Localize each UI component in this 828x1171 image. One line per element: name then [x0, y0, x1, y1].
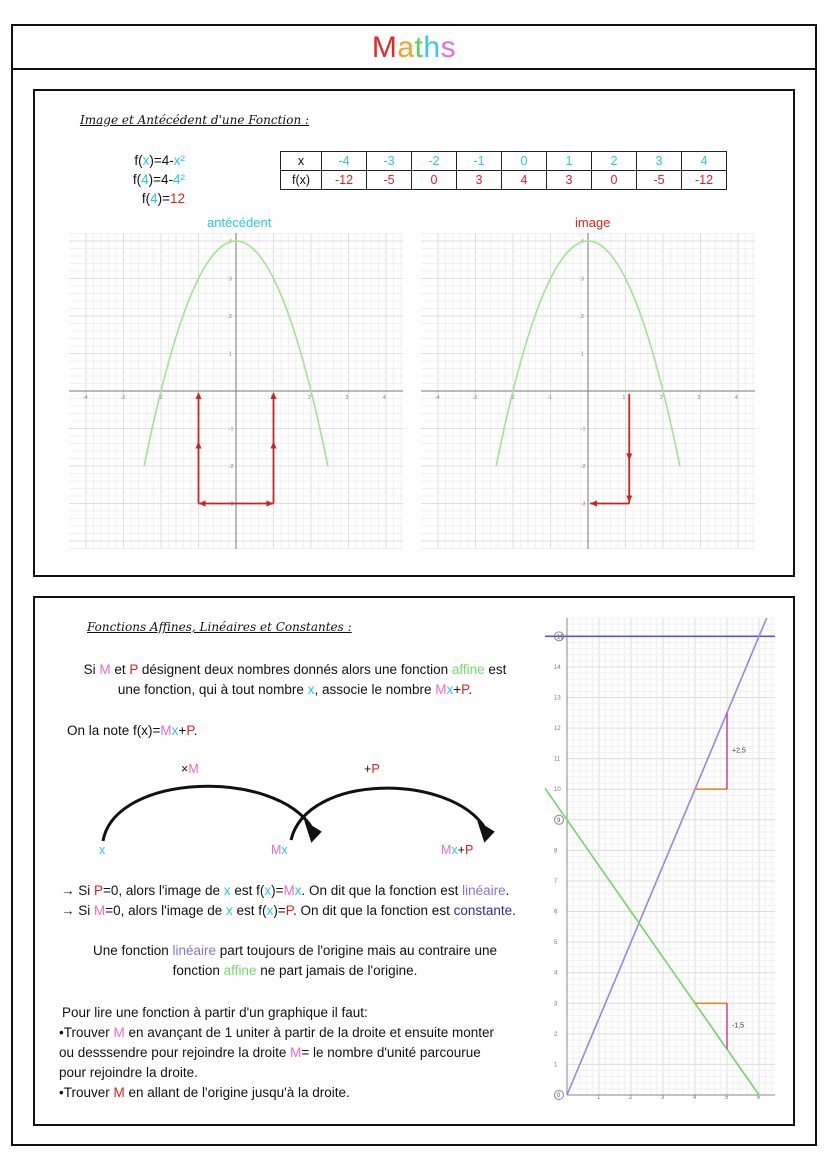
- table-cell: -1: [457, 152, 502, 171]
- text-run: x: [142, 153, 150, 168]
- y-tick-label: 4: [229, 239, 232, 245]
- x-tick-label: -3: [472, 395, 477, 401]
- y-tick-label: 8: [554, 848, 558, 855]
- table-cell: -5: [637, 171, 682, 190]
- y-tick-label: 13: [554, 695, 561, 702]
- table-cell: 4: [682, 152, 727, 171]
- case-lineaire: [61, 881, 516, 901]
- x-tick-label: 2: [629, 1095, 633, 1101]
- text-run: .: [468, 682, 473, 697]
- title-bar: [11, 24, 817, 70]
- slope-annotation-down: -1,5: [732, 1022, 745, 1030]
- y-tick-label: -1: [229, 426, 234, 433]
- y-tick-label: -1: [581, 426, 586, 433]
- x-tick-label: -2: [510, 395, 515, 401]
- text-run: ou desssendre pour rejoindre la droite: [59, 1045, 291, 1060]
- method-line-3: [59, 1043, 494, 1063]
- case-constante: [61, 901, 516, 921]
- text-run: pour rejoindre la droite.: [59, 1065, 198, 1080]
- table-cell: 0: [502, 152, 547, 171]
- x-tick-label: 1: [622, 395, 626, 401]
- text-run: est: [484, 662, 507, 677]
- text-run: x: [99, 843, 106, 857]
- node-mx-plus-p: [441, 843, 473, 857]
- table-header-cell: x: [281, 152, 322, 171]
- formula-line-2: [105, 170, 185, 189]
- text-run: désignent deux nombres donnés alors une fonction: [138, 662, 452, 677]
- text-run: )=4-: [149, 153, 174, 168]
- text-run: P: [94, 883, 104, 898]
- formula-line-3: [105, 189, 185, 208]
- x-tick-label: 4: [735, 395, 738, 401]
- origin-line-1: [45, 941, 545, 961]
- text-run: +: [457, 843, 465, 857]
- text-run: linéaire: [462, 883, 506, 898]
- y-tick-label: 1: [229, 351, 232, 358]
- y-tick-label: 2: [229, 314, 232, 320]
- y-tick-label: -3: [581, 501, 586, 508]
- x-tick-label: 3: [661, 1095, 665, 1101]
- text-run: 4: [150, 191, 158, 206]
- circled-label-text: 0: [557, 1093, 561, 1099]
- text-run: •Trouver: [59, 1025, 114, 1040]
- antecedent-label: antécédent: [207, 215, 272, 230]
- circled-label-text: 15: [557, 634, 564, 641]
- title-letter: h: [423, 31, 441, 64]
- y-tick-label: 2: [581, 314, 584, 320]
- table-header-cell: f(x): [281, 171, 322, 190]
- table-cell: 0: [412, 171, 457, 190]
- table-cell: 3: [457, 171, 502, 190]
- text-run: x: [226, 903, 233, 918]
- table-cell: 4: [502, 171, 547, 190]
- x-tick-label: 2: [308, 395, 311, 401]
- text-run: ne part jamais de l'origine.: [256, 963, 418, 978]
- x-tick-label: 6: [757, 1095, 761, 1101]
- y-tick-label: -3: [229, 501, 234, 508]
- x-tick-label: -3: [120, 395, 125, 401]
- text-run: M: [441, 843, 452, 857]
- text-run: . On dit que la fonction est: [301, 883, 463, 898]
- y-tick-label: 3: [581, 276, 584, 283]
- x-tick-label: 4: [693, 1095, 697, 1101]
- y-tick-label: 3: [229, 276, 232, 283]
- text-run: Pour lire une fonction à partir d'un graphique il faut:: [62, 1005, 368, 1020]
- table-cell: 3: [637, 152, 682, 171]
- table-cell: 1: [547, 152, 592, 171]
- method-line-2: [59, 1023, 494, 1043]
- text-run: M: [113, 1085, 125, 1100]
- title-letter: a: [397, 31, 415, 64]
- text-run: P: [461, 682, 469, 697]
- x-tick-label: -2: [158, 395, 163, 401]
- circled-label-text: 9: [557, 817, 561, 824]
- text-run: Une fonction: [92, 943, 173, 958]
- y-tick-label: 2: [554, 1031, 558, 1038]
- x-tick-label: 1: [597, 1095, 601, 1101]
- text-run: P: [129, 662, 139, 677]
- x-tick-label: 3: [345, 395, 349, 401]
- table-cell: -5: [367, 171, 412, 190]
- table-cell: -12: [682, 171, 727, 190]
- text-run: f(: [132, 172, 142, 187]
- origin-paragraph: [45, 941, 545, 981]
- origin-line-2: [45, 961, 545, 981]
- text-run: f(: [134, 153, 143, 168]
- y-tick-label: 5: [554, 940, 558, 947]
- node-mx: [271, 843, 288, 857]
- values-table: [280, 151, 727, 190]
- text-run: x: [266, 903, 274, 918]
- text-run: x²: [173, 153, 185, 168]
- text-run: une fonction, qui à tout nombre: [117, 682, 308, 697]
- text-run: P: [371, 762, 380, 776]
- image-antecedent-section: [33, 89, 795, 577]
- y-tick-label: 1: [554, 1062, 558, 1069]
- section2-title: Fonctions Affines, Linéaires et Constantes :: [87, 620, 352, 634]
- page-title: [372, 31, 456, 64]
- table-cell: 3: [547, 171, 592, 190]
- text-run: .: [193, 723, 198, 738]
- text-run: = le nombre d'unité parcourue: [301, 1045, 481, 1060]
- x-tick-label: 5: [725, 1095, 729, 1101]
- arc-arrow-1: [103, 786, 312, 841]
- text-run: .: [512, 903, 516, 918]
- antecedent-graph: [69, 231, 403, 549]
- x-tick-label: -4: [83, 395, 88, 401]
- text-run: +: [364, 762, 372, 776]
- text-run: en allant de l'origine jusqu'à la droite.: [124, 1085, 350, 1100]
- text-run: x: [294, 883, 302, 898]
- y-tick-label: -2: [581, 464, 586, 470]
- x-tick-label: 3: [697, 395, 701, 401]
- x-tick-label: -4: [435, 395, 440, 401]
- table-cell: -2: [412, 152, 457, 171]
- table-row: [281, 152, 727, 171]
- title-letter: t: [414, 31, 424, 64]
- title-letter: M: [371, 31, 398, 64]
- parabola-graphs: [69, 231, 767, 557]
- y-tick-label: 6: [554, 909, 558, 916]
- text-run: ×: [181, 762, 189, 776]
- notation-line: [67, 721, 197, 741]
- text-run: +: [178, 723, 187, 738]
- x-tick-label: 2: [660, 395, 663, 401]
- text-run: )=: [271, 883, 284, 898]
- method-line-5: [59, 1083, 494, 1103]
- table-cell: -3: [367, 152, 412, 171]
- table-cell: 0: [592, 171, 637, 190]
- formula-line-1: [105, 151, 185, 170]
- x-tick-label: 4: [383, 395, 386, 401]
- method-line-1: [59, 1003, 494, 1023]
- y-tick-label: -2: [229, 464, 234, 470]
- slope-annotation-up: +2,5: [732, 747, 746, 755]
- text-run: )=4-: [148, 172, 173, 187]
- image-graph: [421, 233, 755, 549]
- y-tick-label: 12: [554, 726, 561, 733]
- text-run: affine: [451, 662, 485, 677]
- text-run: )=: [157, 191, 170, 206]
- method-line-4: [59, 1063, 494, 1083]
- x-tick-label: -1: [547, 395, 552, 401]
- table-cell: -12: [322, 171, 367, 190]
- text-run: M: [99, 662, 111, 677]
- text-run: M: [435, 682, 447, 697]
- text-run: x: [451, 843, 458, 857]
- text-run: est f(: [232, 903, 267, 918]
- affine-graph: [545, 613, 780, 1103]
- text-run: x: [264, 883, 272, 898]
- title-letter: s: [440, 31, 457, 64]
- affine-functions-section: [33, 596, 795, 1126]
- node-x: [99, 843, 105, 857]
- text-run: M: [290, 1045, 302, 1060]
- text-run: 12: [169, 191, 185, 206]
- formula-block: [105, 151, 185, 208]
- text-run: P: [186, 723, 194, 738]
- table-cell: -4: [322, 152, 367, 171]
- y-tick-label: 1: [581, 351, 584, 358]
- y-tick-label: 4: [581, 239, 584, 245]
- text-run: P: [285, 903, 293, 918]
- text-run: M: [188, 762, 199, 776]
- y-tick-label: 7: [554, 878, 558, 885]
- text-run: linéaire: [172, 943, 217, 958]
- text-run: M: [113, 1025, 125, 1040]
- text-run: en avançant de 1 uniter à partir de la droite et ensuite monter: [124, 1025, 494, 1040]
- text-run: M: [94, 903, 106, 918]
- text-run: +: [453, 682, 462, 697]
- y-tick-label: 14: [554, 664, 561, 671]
- text-run: P: [464, 843, 474, 857]
- text-run: M: [271, 843, 282, 857]
- text-run: → Si: [61, 883, 95, 898]
- text-run: part toujours de l'origine mais au contraire une: [216, 943, 498, 958]
- text-run: x: [171, 723, 179, 738]
- text-run: , associe le nombre: [314, 682, 436, 697]
- text-run: •Trouver: [59, 1085, 114, 1100]
- text-run: f(: [141, 191, 151, 206]
- text-run: x: [281, 843, 288, 857]
- text-run: est f(: [230, 883, 265, 898]
- y-tick-label: 4: [554, 970, 558, 977]
- text-run: fonction: [172, 963, 224, 978]
- table-row: [281, 171, 727, 190]
- text-run: On la note f(x)=: [67, 723, 161, 738]
- reading-method-paragraph: [59, 1003, 494, 1103]
- text-run: M: [283, 883, 295, 898]
- definition-line-1: [45, 660, 545, 680]
- text-run: M: [160, 723, 172, 738]
- definition-line-2: [45, 680, 545, 700]
- text-run: 4: [141, 172, 149, 187]
- text-run: .: [505, 883, 510, 898]
- text-run: =0, alors l'image de: [105, 903, 227, 918]
- text-run: x: [307, 682, 315, 697]
- section1-title: Image et Antécédent d'une Fonction :: [80, 113, 310, 127]
- text-run: et: [110, 662, 130, 677]
- text-run: → Si: [61, 903, 95, 918]
- plus-p-label: [364, 762, 380, 776]
- text-run: )=: [273, 903, 286, 918]
- definition-paragraph: [45, 660, 545, 700]
- text-run: x: [223, 883, 231, 898]
- multiply-m-label: [181, 762, 199, 776]
- text-run: affine: [223, 963, 257, 978]
- y-tick-label: 10: [554, 787, 561, 794]
- text-run: =0, alors l'image de: [103, 883, 224, 898]
- text-run: Si: [83, 662, 100, 677]
- y-tick-label: 3: [554, 1001, 558, 1008]
- text-run: 4²: [172, 172, 185, 187]
- cases-list: [61, 881, 516, 921]
- y-tick-label: 11: [554, 756, 561, 763]
- text-run: . On dit que la fonction est: [292, 903, 454, 918]
- table-cell: 2: [592, 152, 637, 171]
- text-run: constante: [453, 903, 513, 918]
- text-run: x: [446, 682, 454, 697]
- image-label: image: [575, 215, 611, 230]
